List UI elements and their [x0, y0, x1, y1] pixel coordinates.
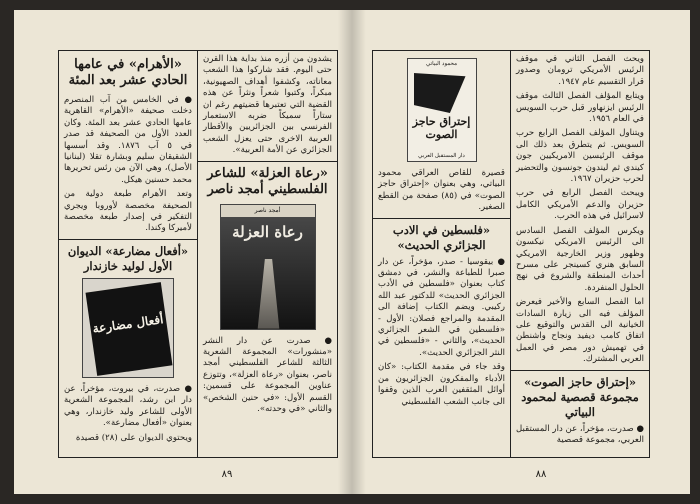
paragraph: اما الفصل السابع والأخير فيعرض المؤلف فيه الى زيارة السادات الخيانية الى القدس والتوقيع على اتفاق كامب ديفيد ونجاح واشنطن في تهميش دور مصر في العمل العربي المشترك. [516, 297, 644, 365]
right-page-left-column [373, 51, 511, 457]
article-heading: «إحتراق حاجز الصوت» مجموعة قصصية لمحمود البياتي [521, 374, 639, 419]
article-heading: «فلسطين في الادب الجزائري الحديث» [392, 222, 491, 252]
article-heading: «رعاة العزلة» للشاعر الفلسطيني أمجد ناصر [207, 165, 328, 197]
paragraph: ويحث الفصل الثاني في موقف الرئيس الأمريكي ترومان وصدور قرار التقسيم عام ١٩٤٧. [516, 54, 644, 87]
paragraph: ويتابع المؤلف الفصل الثالث موقف الرئيس ايزنهاور قبل حرب السويس في العام ١٩٥٦. [516, 91, 644, 125]
right-page-right-column [511, 51, 649, 457]
article-heading: «الأهرام» في عامها الحادي عشر بعد المئة [68, 57, 188, 88]
paragraph: وتعد الأهرام طبعة دولية من الصحيفة مخصصة لأوروبا ويجري التفكير في إصدار طبعة مخصصة لأميركا وكندا. [64, 189, 192, 234]
book-cover-image: أفعال مضارعة [82, 278, 174, 378]
left-page-right-column [198, 51, 337, 457]
page-number: ٨٩ [221, 469, 233, 480]
right-page [352, 10, 690, 494]
paragraph: ويكرس المؤلف الفصل السادس الى الرئيس الامريكي نيكسون وظهور وزير الخارجية الامريكي السابق هنري كسينجر على مسرح أحداث المنطقة والشروع في نهج الحلول المنفردة. [516, 225, 644, 293]
paragraph: وقد جاء في مقدمة الكتاب: «كان الأدباء والمفكرون الجزائريون من أوائل المثقفين العرب الذين وقفوا الى جانب الشعب الفلسطيني [378, 362, 505, 407]
paragraph: ● صدرت، مؤخراً، عن دار المستقبل العربي، مجموعة قصصية [516, 423, 644, 445]
left-page [14, 10, 352, 494]
right-page-frame [372, 50, 650, 458]
paragraph: ويتناول المؤلف الفصل الرابع حرب السويس. ثم يتطرق بعد ذلك الى موقف الرئيسين الامريكيين جون كيندي ثم ليندون جونسون والتحضير لحرب حزيران ١٩٦٧. [516, 128, 644, 185]
paragraph: ● في الخامس من آب المنصرم دخلت صحيفة «الأهرام» القاهرية عامها الحادي عشر بعد المئة. وكان العدد الأول من الصحيفة قد صدر في ٥ آب ١٨٧٦. وقد أسسها الشقيقان سليم وبشارة تقلا (لبنانيا الأصل)، وهي الآن من رئس تحريرها محمد حسنين هيكل. [64, 95, 192, 185]
paragraph: ● صدرت، في بيروت، مؤخراً، عن دار ابن رشد، المجموعة الشعرية الأولى للشاعر وليد خازندار، وهي بعنوان «أفعال مضارعة». [64, 383, 192, 429]
page-number: ٨٨ [535, 469, 547, 480]
paragraph: ويحتوي الديوان على (٢٨) قصيدة [75, 432, 192, 443]
book-cover-image: أمجد ناصر رعاة العزلة [220, 204, 316, 330]
paragraph: ويبحث الفصل الرابع في حرب حزيران والدعم الأمريكي الكامل لاسرائيل في هذه الحرب. [516, 188, 644, 222]
book-cover-image: محمود البياتي إحتراق حاجز الصوت دار المستقبل العربي [407, 58, 477, 162]
paragraph: يشدون من أزره منذ بداية هذا القرن حتى اليوم. فقد شاركوا هذا الشعب معاناته، وكشفوا أهداف الصهيونية، مبكراً، وكتبوا شعراً ونثراً عن هذه القضية التي تعتبرها قضيتهم رغم ان ستاراً سميكاً ضربه الاستعمار الفرنسي بين الجزائريين والأقطار العربية الاخرى حتى يعزل الشعب الجزائري عن الأمة العربية». [203, 54, 332, 156]
left-page-left-column [59, 51, 198, 457]
paragraph: قصيرة للقاص العراقي محمود البياتي، وهي بعنوان «إحتراق حاجز الصوت» في (٨٥) صفحة من القطع الصغير. [378, 168, 505, 213]
paragraph: ● بيقوسيا - صدر، مؤخراً، عن دار صبرا للطباعة والنشر، في دمشق كتاب بعنوان «فلسطين في الأدب الجزائري الحديث» للدكتور عبد الله ركيبي. ويضم الكتاب إضافة الى المقدمة والمراجع فصلان: الأول - «فلسطين في الشعر الجزائري الحديث»، والثاني - «فلسطين في النثر الجزائري الحديث». [378, 256, 505, 358]
book-spread [14, 10, 690, 494]
article-heading: «أفعال مضارعة» الديوان الأول لوليد خازندار [67, 243, 189, 273]
left-page-frame [58, 50, 338, 458]
paragraph: ● صدرت عن دار النشر «منشورات» المجموعة الشعرية الثالثة للشاعر الفلسطيني أمجد ناصر، بعنوان «رعاة العزلة»، وتتوزع عناوين المجموعة على قسمين: القسم الأول: «في حنين الشخص» والثاني «في وحدته». [203, 335, 332, 415]
